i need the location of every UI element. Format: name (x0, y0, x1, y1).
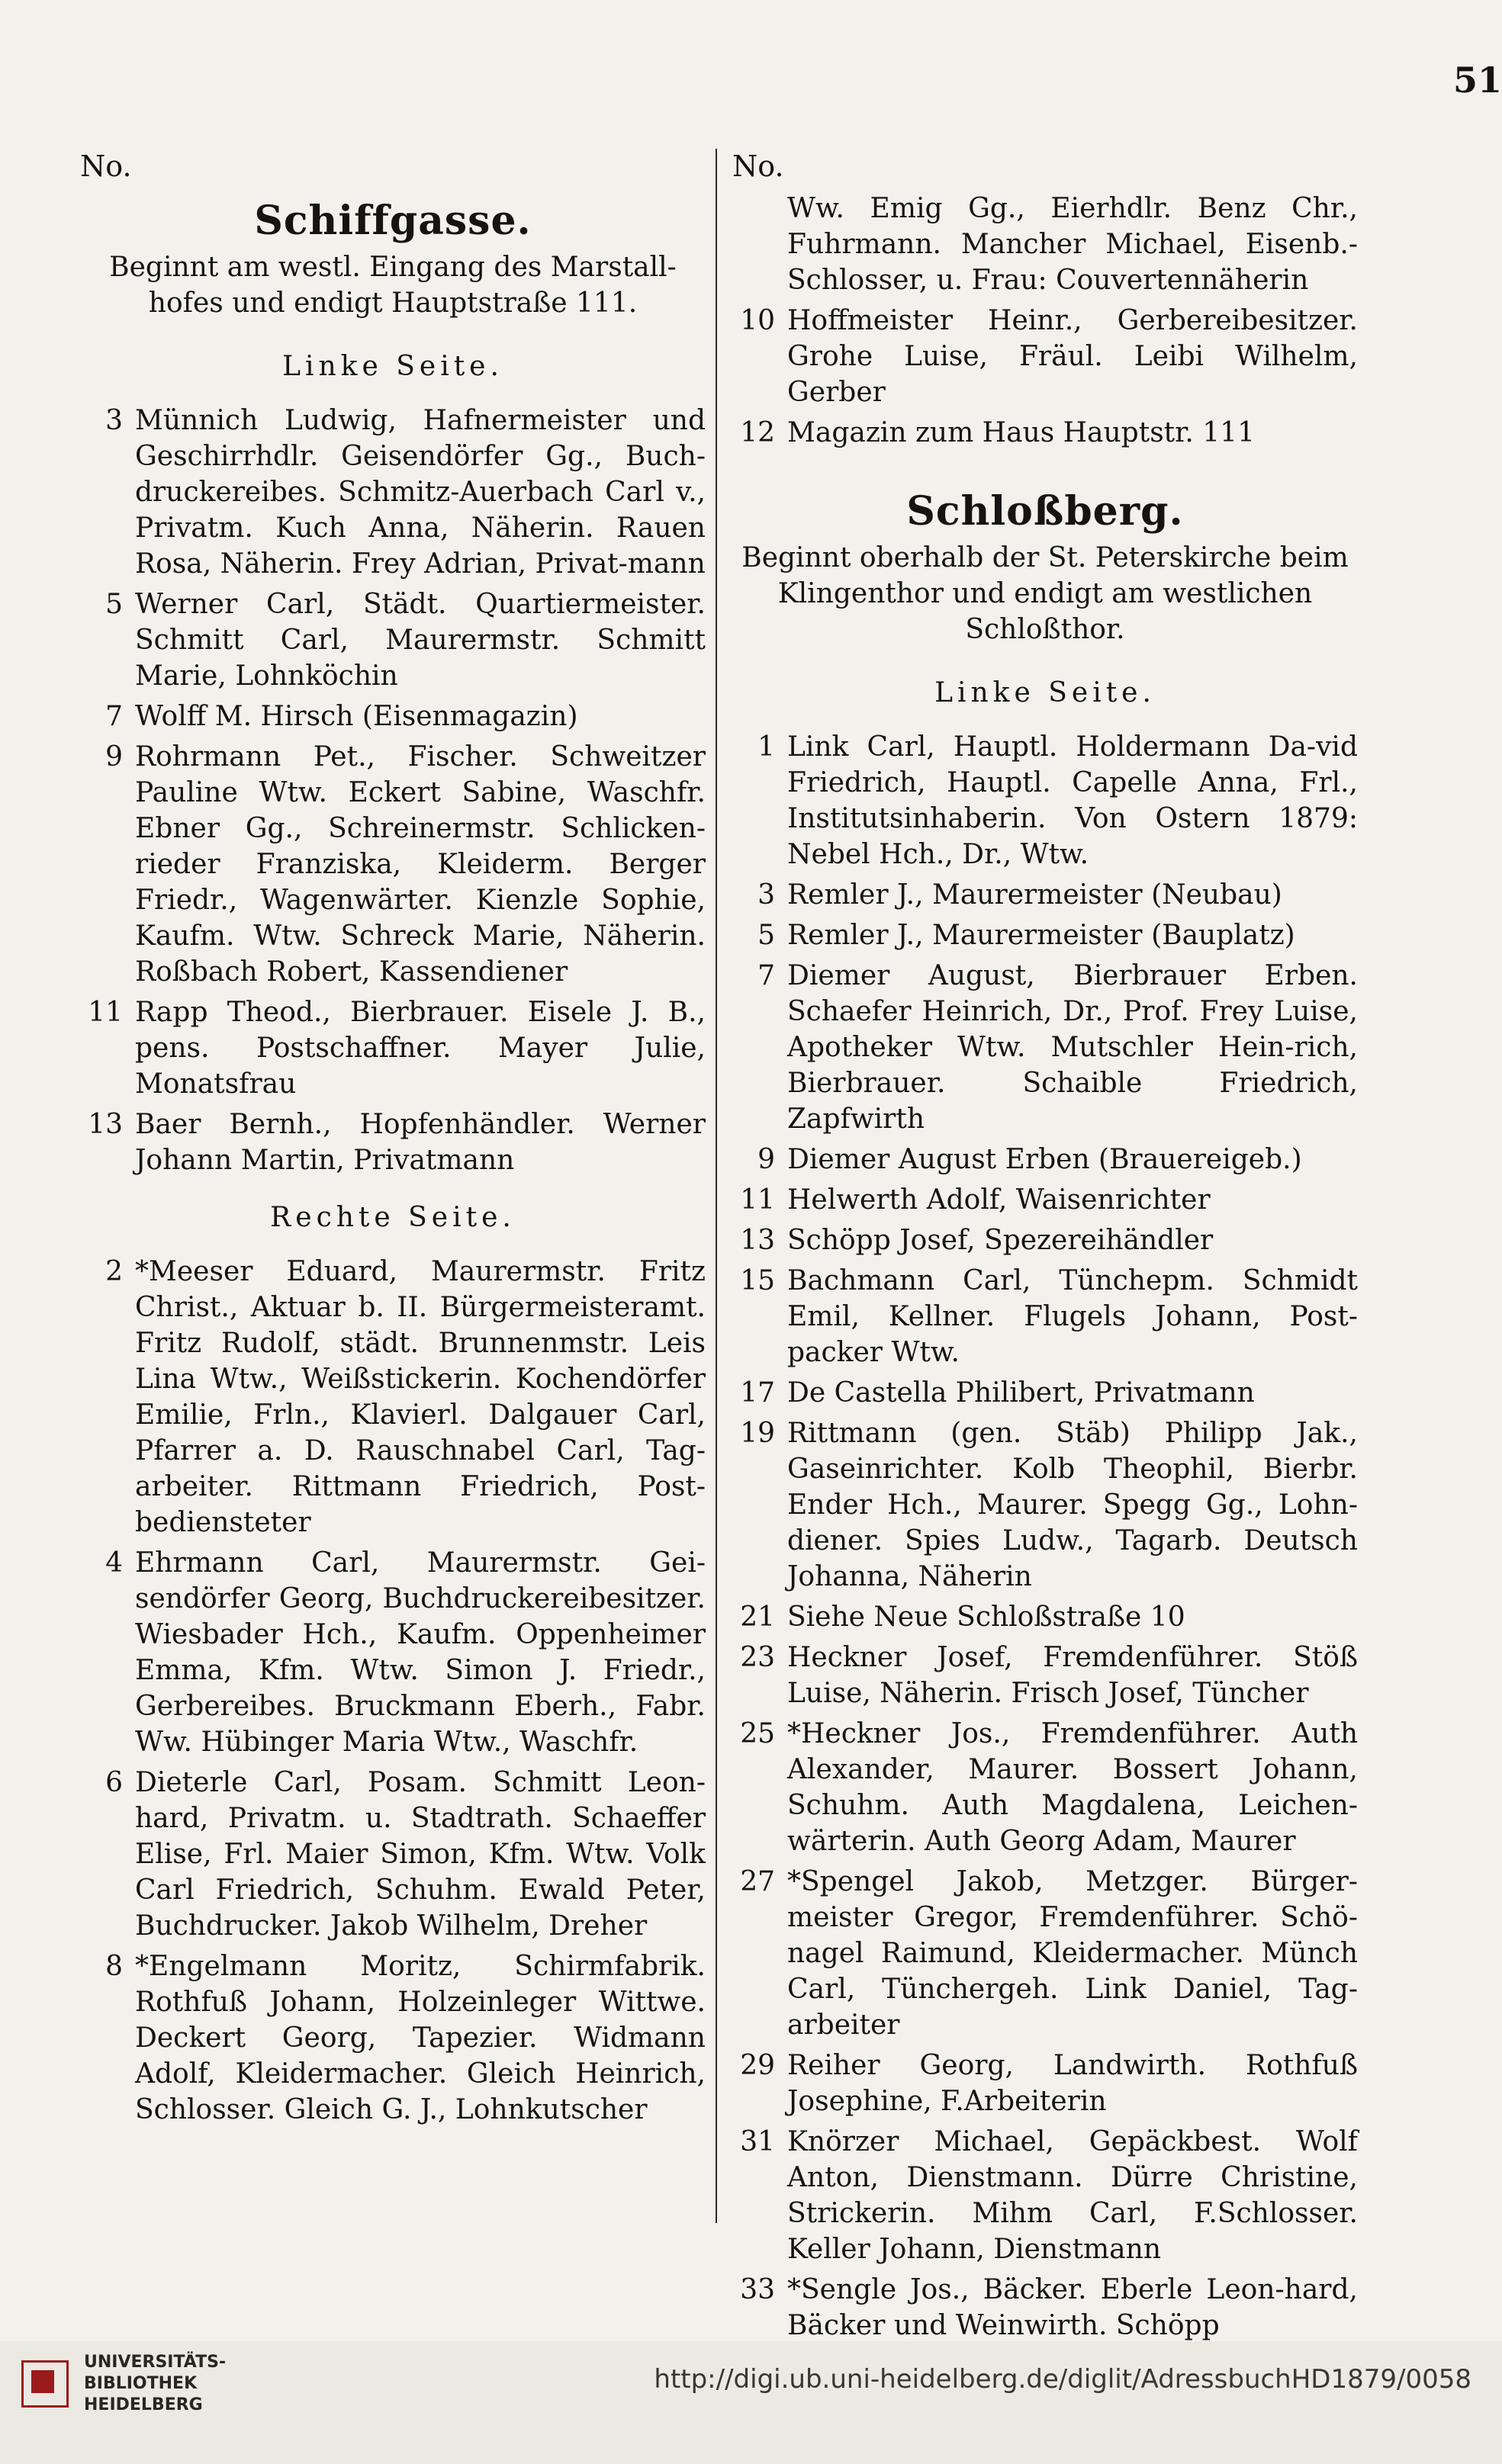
house-number: 5 (105, 589, 123, 620)
address-entry (732, 1864, 1358, 2043)
no-label: No. (80, 149, 132, 183)
house-number: 33 (740, 2274, 775, 2305)
house-number: 12 (740, 417, 775, 448)
address-entry (80, 1107, 706, 1178)
house-number: 31 (740, 2126, 775, 2157)
address-entry (732, 1182, 1358, 1218)
resident-list: Heckner Josef, Fremdenführer. Stöß Luise, Näherin. Frisch Josef, Tüncher (787, 1642, 1358, 1709)
resident-list: Schöpp Josef, Spezereihändler (787, 1225, 1214, 1256)
resident-list: Münnich Ludwig, Hafnermeister und Geschirrhdlr. Geisendörfer Gg., Buch-druckereibes. Schmitz-Auerbach Carl v., Privatm. Kuch Anna, Näherin. Rauen Rosa, Näherin. Frey Adrian, Privat-mann (135, 405, 706, 580)
house-number: 27 (740, 1866, 775, 1897)
address-entry (732, 191, 1358, 298)
resident-list: Diemer August, Bierbrauer Erben. Schaefer Heinrich, Dr., Prof. Frey Luise, Apotheker Wtw. Mutschler Hein-rich, Bierbrauer. Schaible Friedrich, Zapfwirth (787, 960, 1358, 1135)
house-number: 9 (105, 741, 123, 773)
address-entry (732, 1640, 1358, 1711)
resident-list: *Engelmann Moritz, Schirmfabrik. Rothfuß Johann, Holzeinleger Wittwe. Deckert Georg, Tapezier. Widmann Adolf, Kleidermacher. Gleich Heinrich, Schlosser. Gleich G. J., Lohnkutscher (135, 1951, 706, 2125)
resident-list: Hoffmeister Heinr., Gerbereibesitzer. Grohe Luise, Fräul. Leibi Wilhelm, Gerber (787, 305, 1358, 408)
side-heading-linke: Linke Seite. (282, 351, 503, 382)
address-entry (80, 1948, 706, 2128)
house-number: 17 (740, 1377, 775, 1409)
address-entry (732, 958, 1358, 1137)
side-heading-rechte: Rechte Seite. (270, 1202, 516, 1233)
resident-list: *Heckner Jos., Fremdenführer. Auth Alexander, Maurer. Bossert Johann, Schuhm. Auth Magdalena, Leichen-wärterin. Auth Georg Adam, Maurer (787, 1718, 1358, 1857)
address-entry (732, 877, 1358, 913)
resident-list: Rapp Theod., Bierbrauer. Eisele J. B., pens. Postschaffner. Mayer Julie, Monatsfrau (135, 997, 706, 1100)
house-number: 29 (740, 2050, 775, 2081)
house-number: 3 (757, 879, 775, 911)
address-entry (732, 1716, 1358, 1859)
resident-list: Rittmann (gen. Stäb) Philipp Jak., Gaseinrichter. Kolb Theophil, Bierbr. Ender Hch., Maurer. Spegg Gg., Lohn-diener. Spies Ludw., Tagarb. Deutsch Johanna, Näherin (787, 1418, 1358, 1592)
resident-list: Bachmann Carl, Tünchерm. Schmidt Emil, Kellner. Flugels Johann, Post-packer Wtw. (787, 1265, 1358, 1368)
address-entry (732, 415, 1358, 451)
house-number: 1 (757, 731, 775, 763)
house-number: 5 (757, 920, 775, 951)
column-divider (716, 149, 717, 2223)
footer-bar (0, 2341, 1502, 2464)
house-number: 23 (740, 1642, 775, 1673)
resident-list: Remler J., Maurermeister (Neubau) (787, 879, 1282, 911)
entry-list-left-side (80, 403, 706, 1178)
address-entry (80, 1254, 706, 1540)
resident-list: Baer Bernh., Hopfenhändler. Werner Johann Martin, Privatmann (135, 1109, 706, 1176)
resident-list: Link Carl, Hauptl. Holdermann Da-vid Friedrich, Hauptl. Capelle Anna, Frl., Institutsinhaberin. Von Ostern 1879: Nebel Hch., Dr., Wtw. (787, 731, 1358, 870)
house-number: 19 (740, 1418, 775, 1449)
entry-list-right-side (80, 1254, 706, 2128)
library-logo-icon (21, 2360, 69, 2408)
library-logo-text: UNIVERSITÄTS- BIBLIOTHEK HEIDELBERG (84, 2353, 227, 2414)
house-number: 7 (757, 960, 775, 991)
house-number: 13 (740, 1225, 775, 1256)
resident-list: Rohrmann Pet., Fischer. Schweitzer Pauline Wtw. Eckert Sabine, Waschfr. Ebner Gg., Schreinermstr. Schlicken-rieder Franziska, Kleiderm. Berger Friedr., Wagenwärter. Kienzle Sophie, Kaufm. Wtw. Schreck Marie, Näherin. Roßbach Robert, Kassendiener (135, 741, 706, 988)
address-entry (80, 403, 706, 582)
address-entry (80, 586, 706, 694)
house-number: 15 (740, 1265, 775, 1296)
address-entry (732, 2272, 1358, 2344)
street-description: Beginnt am westl. Eingang des Marstall-hofes und endigt Hauptstraße 111. (109, 252, 677, 319)
house-number: 11 (740, 1184, 775, 1216)
entry-list-left-side (732, 729, 1358, 2344)
street-title-schlossberg: Schloßberg. (906, 488, 1184, 535)
resident-list: Magazin zum Haus Hauptstr. 111 (787, 417, 1255, 448)
address-entry (732, 917, 1358, 953)
resident-list: Knörzer Michael, Gepäckbest. Wolf Anton, Dienstmann. Dürre Christine, Strickerin. Mihm Carl, F.Schlosser. Keller Johann, Dienstmann (787, 2126, 1358, 2265)
resident-list: *Spengel Jakob, Metzger. Bürger-meister Gregor, Fremdenführer. Schö-nagel Raimund, Kleidermacher. Münch Carl, Tünchergeh. Link Daniel, Tag-arbeiter (787, 1866, 1358, 2041)
resident-list: Diemer August Erben (Brauereigeb.) (787, 1144, 1302, 1175)
address-entry (732, 1263, 1358, 1370)
house-number: 11 (88, 997, 123, 1028)
house-number: 10 (740, 305, 775, 336)
address-entry (80, 739, 706, 990)
resident-list: *Meeser Eduard, Maurermstr. Fritz Christ., Aktuar b. II. Bürgermeisteramt. Fritz Rudolf, städt. Brunnenmstr. Leis Lina Wtw., Weißstickerin. Kochendörfer Emilie, Frln., Klavierl. Dalgauer Carl, Pfarrer a. D. Rauschnabel Carl, Tag-arbeiter. Rittmann Friedrich, Post-bediensteter (135, 1256, 706, 1538)
house-number: 2 (105, 1256, 123, 1287)
address-entry (80, 1545, 706, 1760)
resident-list: Helwerth Adolf, Waisenrichter (787, 1184, 1211, 1216)
resident-list: Dieterle Carl, Posam. Schmitt Leon-hard, Privatm. u. Stadtrath. Schaeffer Elise, Frl. Maier Simon, Kfm. Wtw. Volk Carl Friedrich, Schuhm. Ewald Peter, Buchdrucker. Jakob Wilhelm, Dreher (135, 1767, 706, 1942)
address-entry (732, 2124, 1358, 2267)
address-entry (732, 2048, 1358, 2119)
house-number: 21 (740, 1601, 775, 1633)
address-entry (732, 1222, 1358, 1258)
address-entry (732, 729, 1358, 872)
address-entry (80, 994, 706, 1102)
address-entry (80, 699, 706, 734)
address-entry (732, 1375, 1358, 1411)
resident-list: De Castella Philibert, Privatmann (787, 1377, 1255, 1409)
house-number: 3 (105, 405, 123, 436)
house-number: 9 (757, 1144, 775, 1175)
address-entry (732, 1142, 1358, 1177)
house-number: 4 (105, 1547, 123, 1579)
address-entry (732, 1599, 1358, 1635)
entry-list-continued (732, 191, 1358, 451)
resident-list: Reiher Georg, Landwirth. Rothfuß Josephine, F.Arbeiterin (787, 2050, 1358, 2117)
source-url-link[interactable]: http://digi.ub.uni-heidelberg.de/diglit/AdressbuchHD1879/0058 (654, 2364, 1471, 2395)
address-entry (732, 303, 1358, 410)
resident-list: Ehrmann Carl, Maurermstr. Gei-sendörfer Georg, Buchdruckereibesitzer. Wiesbader Hch., Kaufm. Oppenheimer Emma, Kfm. Wtw. Simon J. Friedr., Gerbereibes. Bruckmann Eberh., Fabr. Ww. Hübinger Maria Wtw., Waschfr. (135, 1547, 706, 1758)
house-number: 13 (88, 1109, 123, 1140)
resident-list: Wolff M. Hirsch (Eisenmagazin) (135, 701, 578, 732)
house-number: 25 (740, 1718, 775, 1749)
no-label: No. (732, 149, 784, 183)
resident-list: Werner Carl, Städt. Quartiermeister. Schmitt Carl, Maurermstr. Schmitt Marie, Lohnköchin (135, 589, 706, 692)
address-entry (80, 1765, 706, 1944)
house-number: 7 (105, 701, 123, 732)
street-description: Beginnt oberhalb der St. Peterskirche beim Klingenthor und endigt am westlichen Schloßthor. (741, 542, 1349, 645)
side-heading-linke: Linke Seite. (934, 677, 1156, 708)
resident-list: *Sengle Jos., Bäcker. Eberle Leon-hard, Bäcker und Weinwirth. Schöpp (787, 2274, 1358, 2341)
street-title-schiffgasse: Schiffgasse. (254, 198, 532, 244)
house-number: 6 (105, 1767, 123, 1798)
resident-list: Ww. Emig Gg., Eierhdlr. Benz Chr., Fuhrmann. Mancher Michael, Eisenb.-Schlosser, u. Frau: Couvertennäherin (787, 193, 1358, 296)
resident-list: Siehe Neue Schloßstraße 10 (787, 1601, 1185, 1633)
left-column (80, 149, 706, 2132)
page-number: 51 (1452, 59, 1502, 101)
house-number (732, 191, 787, 298)
resident-list: Remler J., Maurermeister (Bauplatz) (787, 920, 1295, 951)
house-number: 8 (105, 1951, 123, 1982)
right-column (732, 149, 1358, 2348)
address-entry (732, 1415, 1358, 1595)
